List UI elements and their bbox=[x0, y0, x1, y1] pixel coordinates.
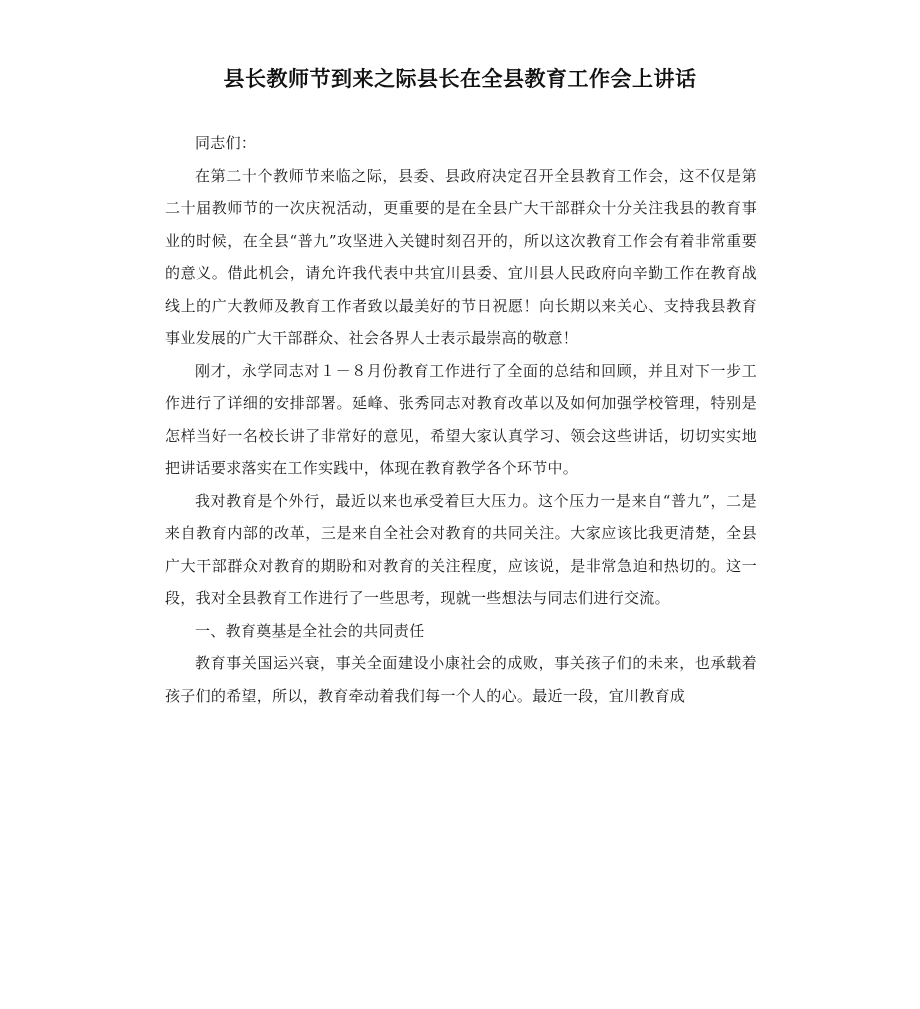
salutation-paragraph: 同志们： bbox=[195, 134, 257, 152]
body-paragraph: 刚才，永学同志对１－８月份教育工作进行了全面的总结和回顾，并且对下一步工作进行了详细的安排部署。延峰、张秀同志对教育改革以及如何加强学校管理，特别是怎样当好一名校长讲了非常好的意见，希望大家认真学习、领会这些讲话，切切实实地把讲话要求落实在工作实践中，体现在教育教学各个环节中。 bbox=[165, 361, 757, 477]
document-title: 县长教师节到来之际县长在全县教育工作会上讲话 bbox=[223, 67, 697, 91]
section-heading: 一、教育奠基是全社会的共同责任 bbox=[195, 621, 425, 640]
document-body bbox=[165, 127, 757, 712]
body-paragraph: 教育事关国运兴衰，事关全面建设小康社会的成败，事关孩子们的未来，也承载着孩子们的希望，所以，教育牵动着我们每一个人的心。最近一段，宜川教育成 bbox=[165, 654, 757, 705]
body-paragraph: 在第二十个教师节来临之际，县委、县政府决定召开全县教育工作会，这不仅是第二十届教师节的一次庆祝活动，更重要的是在全县广大干部群众十分关注我县的教育事业的时候，在全县“普九”攻坚进入关键时刻召开的，所以这次教育工作会有着非常重要的意义。借此机会，请允许我代表中共宜川县委、宜川县人民政府向辛勤工作在教育战线上的广大教师及教育工作者致以最美好的节日祝愿！向长期以来关心、支持我县教育事业发展的广大干部群众、社会各界人士表示最崇高的敬意！ bbox=[165, 166, 757, 347]
body-paragraph: 我对教育是个外行，最近以来也承受着巨大压力。这个压力一是来自“普九”，二是来自教育内部的改革，三是来自全社会对教育的共同关注。大家应该比我更清楚，全县广大干部群众对教育的期盼和对教育的关注程度，应该说，是非常急迫和热切的。这一段，我对全县教育工作进行了一些思考，现就一些想法与同志们进行交流。 bbox=[165, 491, 757, 607]
